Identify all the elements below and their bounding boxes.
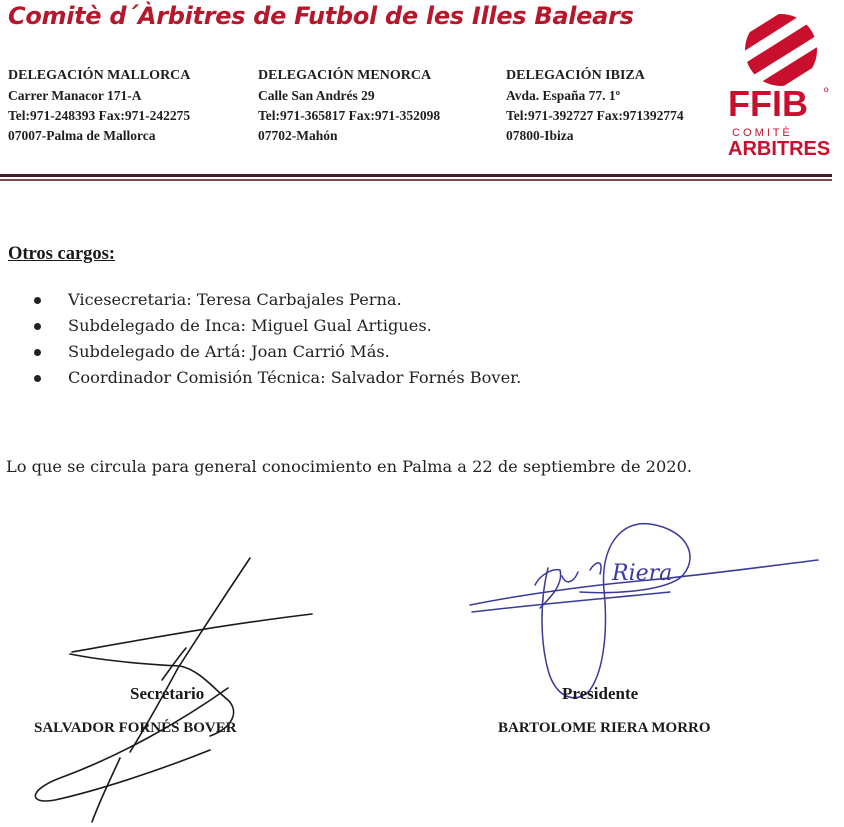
closing-paragraph: Lo que se circula para general conocimiento en Palma a 22 de septiembre de 2020. bbox=[6, 457, 693, 476]
header-divider-secondary bbox=[0, 179, 832, 181]
secretary-role: Secretario bbox=[130, 684, 205, 703]
header-divider bbox=[0, 174, 832, 177]
delegation-mallorca bbox=[8, 66, 190, 146]
delegation-phone: Tel:971-365817 Fax:971-352098 bbox=[258, 108, 441, 123]
cargo-text: Subdelegado de Inca: Miguel Gual Artigues. bbox=[68, 316, 432, 335]
delegation-city: 07007-Palma de Mallorca bbox=[8, 128, 156, 143]
bullet-icon bbox=[34, 349, 41, 356]
list-item bbox=[32, 287, 521, 313]
delegation-address: Calle San Andrés 29 bbox=[258, 88, 375, 103]
president-name: BARTOLOME RIERA MORRO bbox=[498, 720, 711, 736]
section-title: Otros cargos: bbox=[8, 244, 116, 264]
committee-title: Comitè d´Àrbitres de Futbol de les Illes Balears bbox=[8, 2, 634, 30]
bullet-icon bbox=[34, 323, 41, 330]
delegation-name: DELEGACIÓN MALLORCA bbox=[8, 68, 191, 83]
cargo-text: Coordinador Comisión Técnica: Salvador Fornés Bover. bbox=[68, 368, 522, 387]
list-item bbox=[32, 339, 521, 365]
logo-line2: ARBITRES bbox=[728, 138, 831, 158]
delegation-city: 07800-Ibiza bbox=[506, 128, 574, 143]
delegation-name: DELEGACIÓN IBIZA bbox=[506, 68, 645, 83]
delegation-address: Carrer Manacor 171-A bbox=[8, 88, 142, 103]
delegation-city: 07702-Mahón bbox=[258, 128, 338, 143]
delegation-phone: Tel:971-248393 Fax:971-242275 bbox=[8, 108, 191, 123]
logo-degree: º bbox=[824, 85, 829, 99]
signature-handwriting: Riera bbox=[612, 561, 673, 586]
bullet-icon bbox=[34, 375, 41, 382]
cargo-text: Vicesecretaria: Teresa Carbajales Perna. bbox=[68, 290, 402, 309]
logo-main-text: FFIB bbox=[728, 83, 808, 124]
delegation-menorca bbox=[258, 66, 440, 146]
president-signature bbox=[470, 524, 818, 698]
secretary-name: SALVADOR FORNÉS BOVER bbox=[34, 720, 237, 736]
logo-line1: C O M I T È bbox=[732, 127, 790, 139]
president-role: Presidente bbox=[562, 684, 639, 703]
cargo-text: Subdelegado de Artá: Joan Carrió Más. bbox=[68, 342, 390, 361]
list-item bbox=[32, 313, 521, 339]
delegation-address: Avda. España 77. 1º bbox=[506, 88, 621, 103]
cargos-list bbox=[32, 287, 521, 391]
delegation-ibiza bbox=[506, 66, 684, 146]
list-item bbox=[32, 365, 521, 391]
delegation-phone: Tel:971-392727 Fax:971392774 bbox=[506, 108, 684, 123]
ffib-logo bbox=[728, 12, 834, 158]
bullet-icon bbox=[34, 297, 41, 304]
delegation-name: DELEGACIÓN MENORCA bbox=[258, 68, 432, 83]
